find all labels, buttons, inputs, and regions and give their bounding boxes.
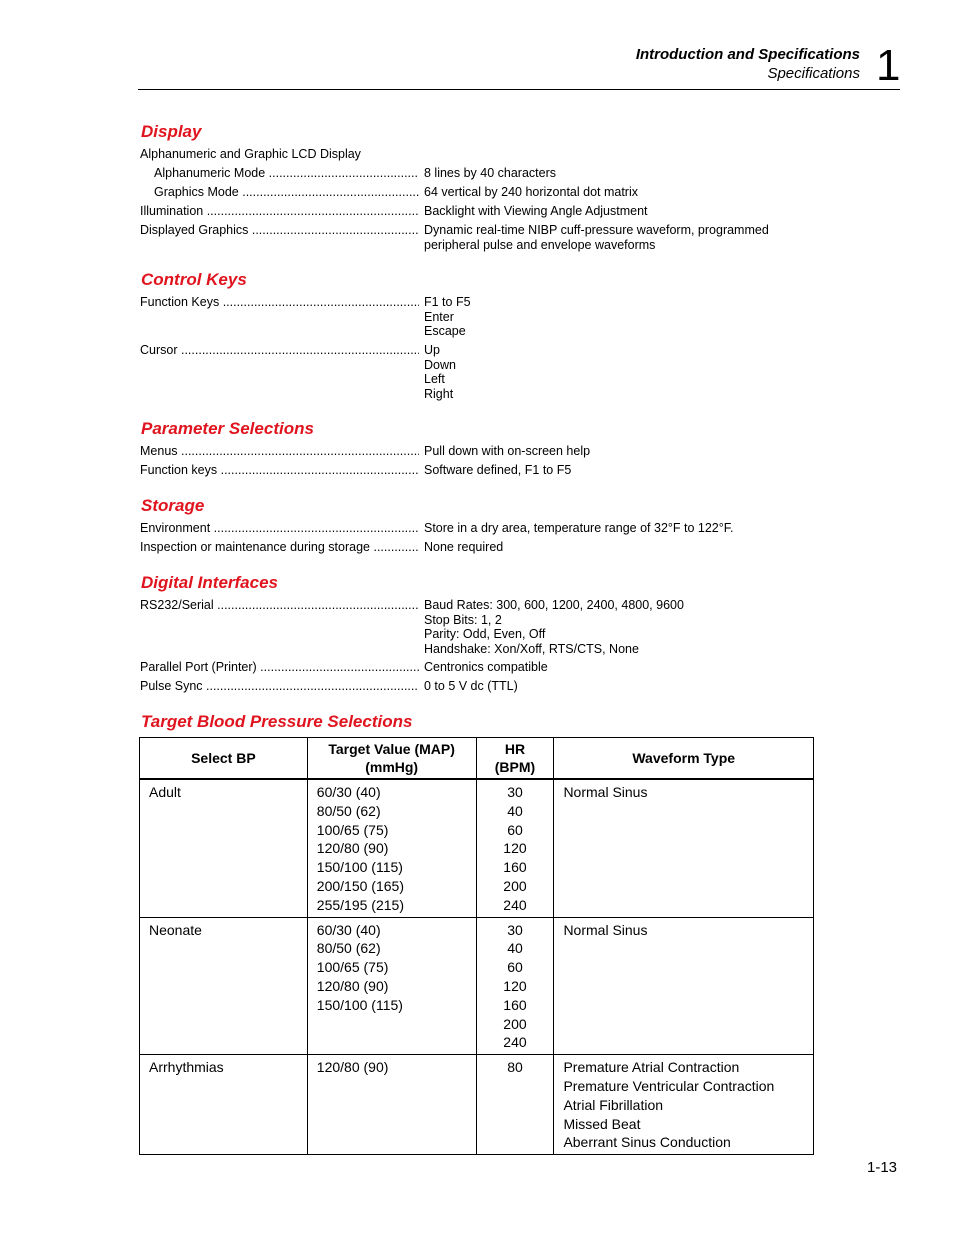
spec-label: Function keys ..... [140,463,419,478]
table-cell: 120/80 (90) [307,1055,476,1155]
spec-label: Menus ..... [140,444,419,459]
section-heading-control-keys: Control Keys [141,270,247,289]
column-header: Waveform Type [554,738,814,780]
display-intro-text: Alphanumeric and Graphic LCD Display [140,147,361,161]
column-header: Target Value (MAP) (mmHg) [307,738,476,780]
table-cell: 80 [476,1055,554,1155]
table-cell: 60/30 (40) 80/50 (62) 100/65 (75) 120/80 (90) 150/100 (115) [307,917,476,1055]
table-cell: Normal Sinus [554,779,814,917]
spec-label: Pulse Sync ..... [140,679,419,694]
table-cell: Normal Sinus [554,917,814,1055]
section-heading-display: Display [141,122,202,141]
spec-label: Alphanumeric Mode ..... [154,166,419,181]
header-title: Introduction and Specifications [635,46,860,63]
page-number: 1-13 [867,1159,898,1176]
table-cell: 30 40 60 120 160 200 240 [476,917,554,1055]
spec-value: 8 lines by 40 characters [424,166,557,180]
column-header: Select BP [140,738,308,780]
spec-value: 64 vertical by 240 horizontal dot matrix [424,185,638,199]
spec-value: 0 to 5 V dc (TTL) [424,679,518,693]
spec-label: Graphics Mode ..... [154,185,419,200]
section-heading-digital-interfaces: Digital Interfaces [141,573,278,592]
spec-label: Function Keys ..... [140,295,419,310]
spec-label: Inspection or maintenance during storage ..... [140,540,419,555]
section-heading-target-bp: Target Blood Pressure Selections [141,712,413,731]
spec-value: Dynamic real-time NIBP cuff-pressure waveform, programmed peripheral pulse and envelope waveforms [424,223,769,252]
section-heading-storage: Storage [141,496,205,515]
spec-label: Parallel Port (Printer) ..... [140,660,419,675]
spec-value: Backlight with Viewing Angle Adjustment [424,204,648,218]
table-cell: 30 40 60 120 160 200 240 [476,779,554,917]
section-heading-parameter-selections: Parameter Selections [141,419,314,438]
spec-value: Up Down Left Right [424,343,456,401]
spec-value: Baud Rates: 300, 600, 1200, 2400, 4800, 9600 Stop Bits: 1, 2 Parity: Odd, Even, Off Handshake: Xon/Xoff, RTS/CTS, None [424,598,684,656]
table-row [140,779,814,917]
table-cell: Premature Atrial Contraction Premature Ventricular Contraction Atrial Fibrillation Missed Beat Aberrant Sinus Conduction [554,1055,814,1155]
spec-value: None required [424,540,504,554]
spec-label: RS232/Serial ..... [140,598,419,613]
table-cell: Adult [140,779,308,917]
table-cell: 60/30 (40) 80/50 (62) 100/65 (75) 120/80 (90) 150/100 (115) 200/150 (165) 255/195 (215) [307,779,476,917]
target-bp-table [139,737,814,1155]
table-header-row [140,738,814,780]
header-rule [138,89,900,90]
running-header [636,45,860,83]
table-cell: Neonate [140,917,308,1055]
table-row [140,1055,814,1155]
spec-label: Environment ..... [140,521,419,536]
spec-value: Centronics compatible [424,660,548,674]
spec-value: Store in a dry area, temperature range of 32°F to 122°F. [424,521,734,535]
table-cell: Arrhythmias [140,1055,308,1155]
column-header: HR (BPM) [476,738,554,780]
table-row [140,917,814,1055]
chapter-number: 1 [876,41,901,90]
spec-value: F1 to F5 Enter Escape [424,295,471,338]
spec-label: Displayed Graphics ..... [140,223,419,238]
spec-label: Illumination ..... [140,204,419,219]
spec-label: Cursor ..... [140,343,419,358]
header-subtitle: Specifications [767,65,860,82]
spec-value: Pull down with on-screen help [424,444,591,458]
spec-value: Software defined, F1 to F5 [424,463,572,477]
